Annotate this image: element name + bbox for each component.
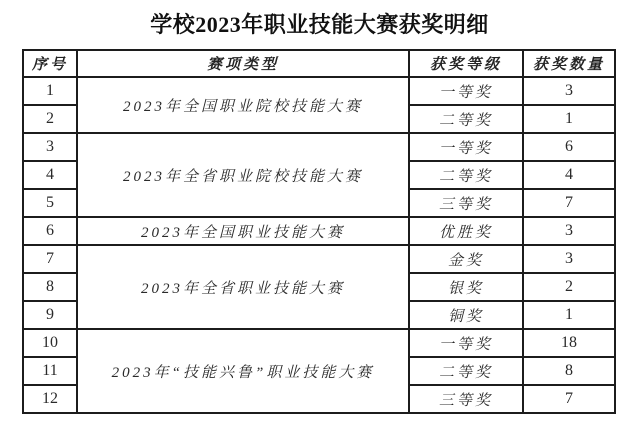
cell-index: 10	[23, 329, 77, 357]
col-header-index: 序号	[23, 50, 77, 77]
cell-award-count: 3	[523, 245, 615, 273]
cell-competition-type: 2023年全国职业技能大赛	[77, 217, 409, 245]
cell-award-count: 7	[523, 385, 615, 413]
cell-award-level: 优胜奖	[409, 217, 523, 245]
awards-table	[22, 49, 616, 414]
table-row	[23, 245, 615, 273]
cell-index: 8	[23, 273, 77, 301]
cell-index: 11	[23, 357, 77, 385]
cell-competition-type: 2023年全省职业院校技能大赛	[77, 133, 409, 217]
cell-competition-type: 2023年“技能兴鲁”职业技能大赛	[77, 329, 409, 413]
table-row	[23, 133, 615, 161]
cell-index: 9	[23, 301, 77, 329]
cell-award-level: 一等奖	[409, 77, 523, 105]
cell-award-count: 7	[523, 189, 615, 217]
cell-index: 3	[23, 133, 77, 161]
cell-competition-type: 2023年全国职业院校技能大赛	[77, 77, 409, 133]
cell-award-level: 二等奖	[409, 161, 523, 189]
cell-award-level: 一等奖	[409, 329, 523, 357]
cell-award-count: 8	[523, 357, 615, 385]
col-header-award-count: 获奖数量	[523, 50, 615, 77]
cell-award-count: 1	[523, 105, 615, 133]
cell-index: 2	[23, 105, 77, 133]
cell-award-count: 3	[523, 77, 615, 105]
cell-award-count: 6	[523, 133, 615, 161]
table-header-row	[23, 50, 615, 77]
cell-award-level: 三等奖	[409, 189, 523, 217]
cell-competition-type: 2023年全省职业技能大赛	[77, 245, 409, 329]
cell-index: 5	[23, 189, 77, 217]
cell-award-level: 银奖	[409, 273, 523, 301]
cell-award-count: 2	[523, 273, 615, 301]
cell-award-level: 二等奖	[409, 357, 523, 385]
cell-index: 4	[23, 161, 77, 189]
cell-award-count: 1	[523, 301, 615, 329]
cell-award-level: 三等奖	[409, 385, 523, 413]
cell-award-count: 18	[523, 329, 615, 357]
col-header-competition-type: 赛项类型	[77, 50, 409, 77]
cell-index: 7	[23, 245, 77, 273]
table-row	[23, 77, 615, 105]
col-header-award-level: 获奖等级	[409, 50, 523, 77]
page-title: 学校2023年职业技能大赛获奖明细	[150, 12, 489, 37]
cell-index: 12	[23, 385, 77, 413]
cell-award-level: 金奖	[409, 245, 523, 273]
cell-index: 1	[23, 77, 77, 105]
cell-index: 6	[23, 217, 77, 245]
cell-award-count: 3	[523, 217, 615, 245]
table-row	[23, 329, 615, 357]
table-row	[23, 217, 615, 245]
cell-award-level: 一等奖	[409, 133, 523, 161]
cell-award-count: 4	[523, 161, 615, 189]
cell-award-level: 二等奖	[409, 105, 523, 133]
cell-award-level: 铜奖	[409, 301, 523, 329]
